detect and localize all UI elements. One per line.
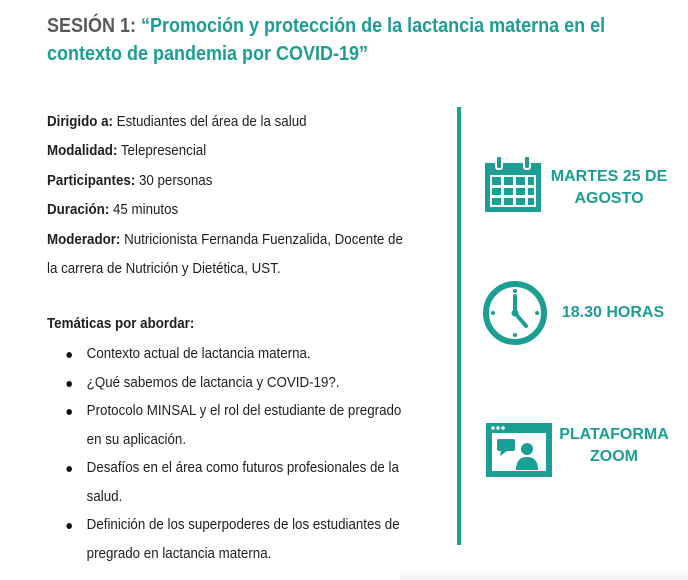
calendar-icon: [484, 155, 542, 213]
platform-line: ZOOM: [590, 448, 638, 465]
session-topic-line2: contexto de pandemia por COVID-19”: [47, 43, 369, 65]
detail-moderador: [47, 226, 415, 255]
detail-value: Telepresencial: [120, 143, 207, 160]
session-time: 18.30 HORAS: [561, 304, 665, 321]
topic-item: [60, 511, 428, 568]
detail-value: 45 minutos: [112, 202, 179, 219]
video-conference-icon: [485, 422, 553, 478]
topic-line: en su aplicación.: [86, 431, 187, 448]
topic-line: salud.: [86, 488, 123, 505]
topic-item: [60, 454, 428, 511]
topics-heading: Temáticas por abordar:: [47, 316, 195, 332]
topic-line: pregrado en lactancia materna.: [86, 545, 272, 562]
topics-list: [60, 340, 428, 568]
topic-line: Definición de los superpoderes de los estudiantes de: [86, 517, 400, 533]
session-platform: [555, 424, 673, 468]
detail-participantes: [47, 167, 415, 196]
platform-line: PLATAFORMA: [559, 426, 669, 443]
topic-line: Desafíos en el área como futuros profesionales de la: [86, 460, 399, 476]
detail-label: Duración:: [47, 202, 110, 219]
topic-item: [60, 397, 428, 454]
session-details: [47, 108, 415, 284]
detail-duracion: [47, 196, 415, 225]
topic-item: [60, 340, 428, 369]
vertical-divider: [457, 107, 461, 545]
detail-value: 30 personas: [138, 172, 213, 189]
detail-label: Dirigido a:: [47, 114, 113, 130]
topic-item: [60, 369, 428, 398]
detail-label: Participantes:: [47, 172, 136, 189]
bottom-decoration: [400, 566, 688, 580]
detail-moderador-continued: la carrera de Nutrición y Dietética, UST.: [47, 261, 281, 278]
session-topic-line1: “Promoción y protección de la lactancia materna en el: [141, 15, 606, 37]
session-title: [47, 12, 606, 68]
detail-dirigido: [47, 108, 415, 137]
detail-value: Nutricionista Fernanda Fuenzalida, Docente de: [124, 231, 403, 248]
detail-value: Estudiantes del área de la salud: [116, 114, 307, 130]
date-line: AGOSTO: [574, 190, 644, 207]
topic-line: Contexto actual de lactancia materna.: [86, 346, 311, 362]
detail-label: Modalidad:: [47, 143, 118, 160]
session-date: [550, 166, 668, 210]
session-number: SESIÓN 1:: [47, 15, 137, 37]
detail-label: Moderador:: [47, 231, 121, 248]
detail-modalidad: [47, 137, 415, 166]
topic-line: ¿Qué sabemos de lactancia y COVID-19?.: [86, 374, 340, 391]
clock-icon: [482, 280, 548, 346]
date-line: MARTES 25 DE: [550, 168, 668, 185]
topic-line: Protocolo MINSAL y el rol del estudiante de pregrado: [86, 403, 402, 419]
session-title-line1: [47, 12, 606, 40]
